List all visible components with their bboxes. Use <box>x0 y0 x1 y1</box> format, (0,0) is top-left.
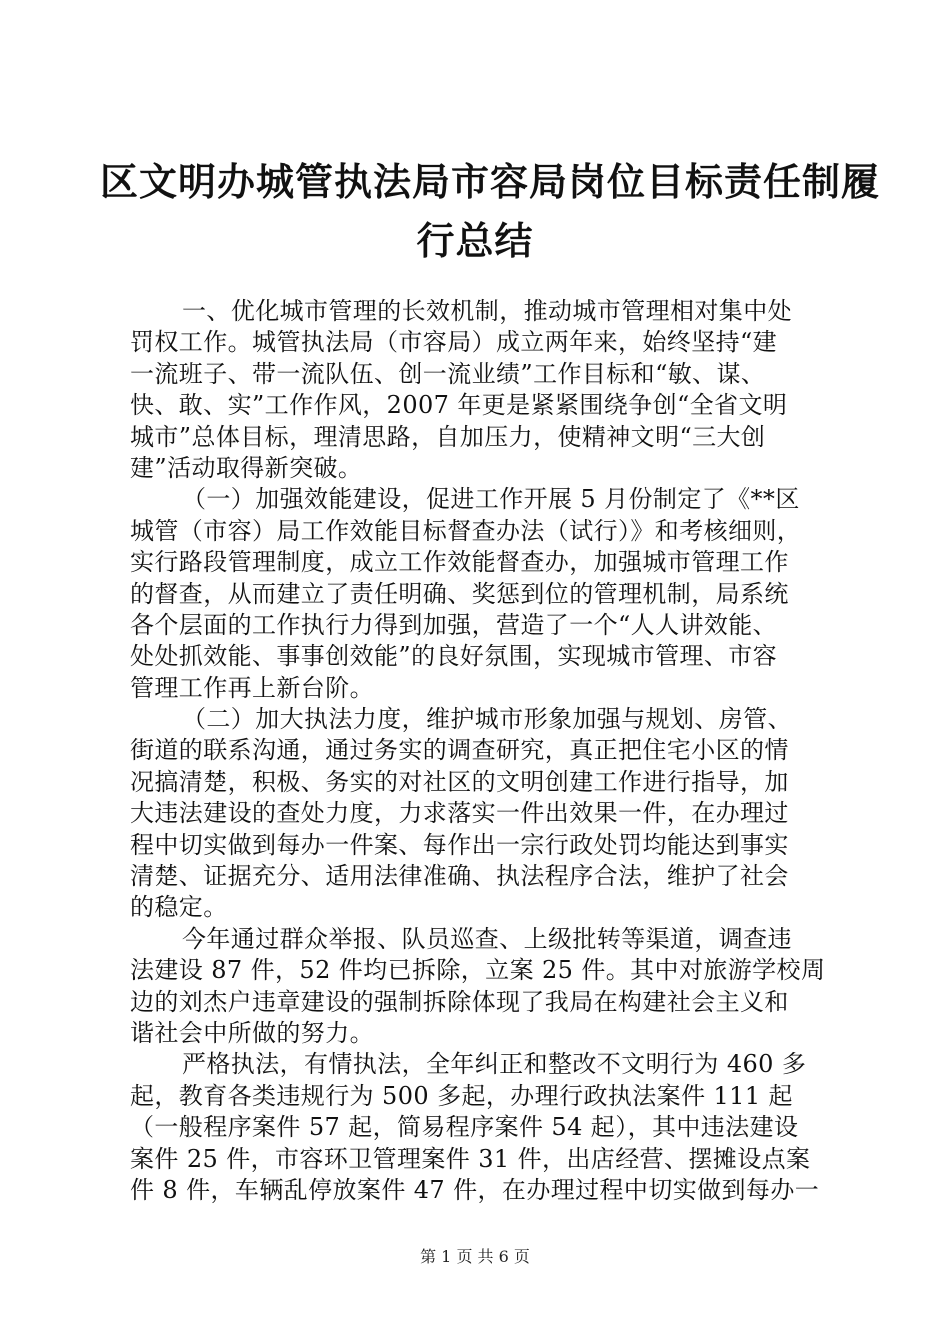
body-text-line: 快、敢、实”工作作风，2007 年更是紧紧围绕争创“全省文明 <box>130 391 788 420</box>
body-text-line: 一、优化城市管理的长效机制，推动城市管理相对集中处 <box>182 297 792 325</box>
body-text-line: 清楚、证据充分、适用法律准确、执法程序合法，维护了社会 <box>130 862 789 891</box>
body-text-line: 城市”总体目标，理清思路，自加压力，使精神文明“三大创 <box>130 422 766 451</box>
body-text-line: 法建设 87 件，52 件均已拆除，立案 25 件。其中对旅游学校周 <box>130 956 826 985</box>
body-text-line: 边的刘杰户违章建设的强制拆除体现了我局在构建社会主义和 <box>130 987 789 1016</box>
body-text-line: 管理工作再上新台阶。 <box>130 673 374 702</box>
body-text-line: 案件 25 件，市容环卫管理案件 31 件，出店经营、摆摊设点案 <box>130 1144 811 1173</box>
body-text-line: 件 8 件，车辆乱停放案件 47 件，在办理过程中切实做到每办一 <box>130 1175 820 1204</box>
body-text-line: 起，教育各类违规行为 500 多起，办理行政执法案件 111 起 <box>130 1081 793 1110</box>
document-title-line-1: 区文明办城管执法局市容局岗位目标责任制履 <box>100 160 881 204</box>
body-text-line: 程中切实做到每办一件案、每作出一宗行政处罚均能达到事实 <box>130 830 789 859</box>
body-text-line: 的稳定。 <box>130 893 228 922</box>
body-text-line: 况搞清楚，积极、务实的对社区的文明创建工作进行指导，加 <box>130 767 789 796</box>
document-body <box>130 296 835 1206</box>
body-text-line: 街道的联系沟通，通过务实的调查研究，真正把住宅小区的情 <box>130 736 789 765</box>
body-text-line: 一流班子、带一流队伍、创一流业绩”工作目标和“敏、谋、 <box>130 359 766 388</box>
page-footer: 第 1 页 共 6 页 <box>420 1247 530 1266</box>
body-text-line: （一）加强效能建设，促进工作开展 5 月份制定了《**区 <box>182 485 800 514</box>
body-text-line: （二）加大执法力度，维护城市形象加强与规划、房管、 <box>182 705 792 734</box>
body-text-line: 实行路段管理制度，成立工作效能督查办，加强城市管理工作 <box>130 548 789 577</box>
body-text-line: 罚权工作。城管执法局（市容局）成立两年来，始终坚持“建 <box>130 328 778 357</box>
body-text-line: 城管（市容）局工作效能目标督查办法（试行）》和考核细则， <box>130 516 802 545</box>
body-text-line: 谐社会中所做的努力。 <box>130 1018 374 1047</box>
body-text-line: 的督查，从而建立了责任明确、奖惩到位的管理机制，局系统 <box>130 579 789 608</box>
body-text-line: （一般程序案件 57 起，简易程序案件 54 起），其中违法建设 <box>130 1113 799 1142</box>
body-text-line: 大违法建设的查处力度，力求落实一件出效果一件，在办理过 <box>130 799 789 828</box>
body-text-line: 处处抓效能、事事创效能”的良好氛围，实现城市管理、市容 <box>130 642 778 671</box>
body-text-line: 今年通过群众举报、队员巡查、上级批转等渠道，调查违 <box>182 924 792 953</box>
document-title-line-2: 行总结 <box>416 219 534 263</box>
body-text-line: 建”活动取得新突破。 <box>130 453 363 482</box>
body-text-line: 严格执法，有情执法，全年纠正和整改不文明行为 460 多 <box>182 1050 807 1079</box>
body-text-line: 各个层面的工作执行力得到加强，营造了一个“人人讲效能、 <box>130 610 778 639</box>
